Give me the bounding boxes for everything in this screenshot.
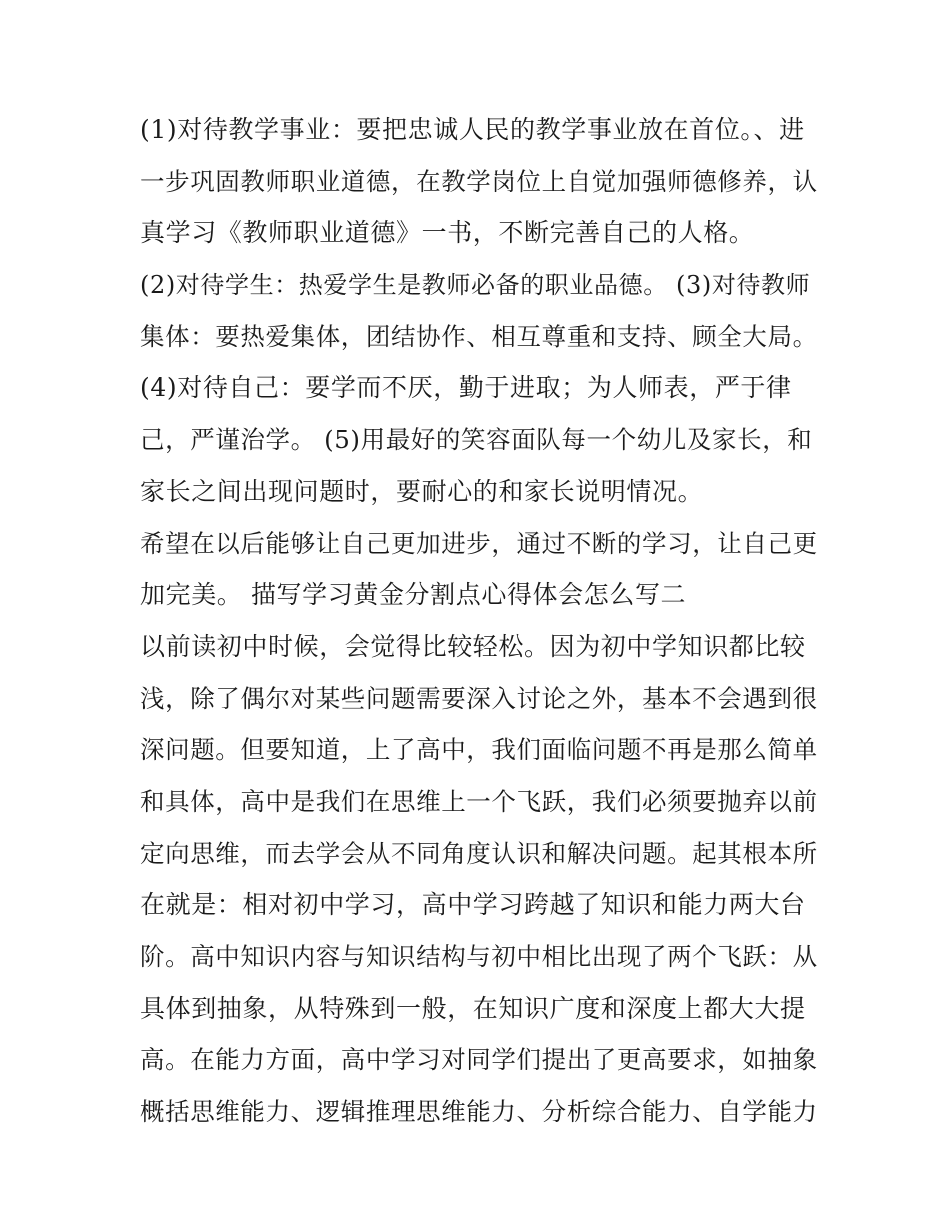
text-line: 己，严谨治学。 (5)用最好的笑容面队每一个幼儿及家长，和	[140, 425, 813, 455]
document-body	[140, 110, 820, 1144]
text-line: 定向思维，而去学会从不同角度认识和解决问题。起其根本所	[140, 838, 818, 868]
text-line: 集体：要热爱集体，团结协作、相互尊重和支持、顾全大局。	[140, 321, 818, 351]
text-line: 具体到抽象，从特殊到一般，在知识广度和深度上都大大提	[140, 993, 806, 1023]
text-line: 概括思维能力、逻辑推理思维能力、分析综合能力、自学能力	[140, 1097, 818, 1127]
text-line: 深问题。但要知道，上了高中，我们面临问题不再是那么简单	[140, 735, 818, 765]
text-line: (4)对待自己：要学而不厌，勤于进取；为人师表，严于律	[140, 373, 792, 403]
text-line: 加完美。 描写学习黄金分割点心得体会怎么写二	[140, 580, 687, 610]
text-line: 家长之间出现问题时，要耐心的和家长说明情况。	[140, 476, 704, 506]
text-line: 高。在能力方面，高中学习对同学们提出了更高要求，如抽象	[140, 1045, 818, 1075]
text-line: (2)对待学生：热爱学生是教师必备的职业品德。 (3)对待教师	[140, 271, 811, 300]
text-line: 希望在以后能够让自己更加进步，通过不断的学习，让自己更	[140, 528, 818, 558]
text-line: 以前读初中时候，会觉得比较轻松。因为初中学知识都比较	[140, 631, 806, 661]
text-line: 和具体，高中是我们在思维上一个飞跃，我们必须要抛弃以前	[140, 786, 818, 816]
text-line: 在就是：相对初中学习，高中学习跨越了知识和能力两大台	[140, 890, 806, 920]
text-line: 真学习《教师职业道德》一书，不断完善自己的人格。	[140, 218, 755, 248]
text-line: 阶。高中知识内容与知识结构与初中相比出现了两个飞跃：从	[140, 942, 818, 971]
text-line: 一步巩固教师职业道德，在教学岗位上自觉加强师德修养，认	[140, 166, 818, 196]
text-line: (1)对待教学事业：要把忠诚人民的教学事业放在首位。、进	[140, 115, 805, 144]
text-line: 浅，除了偶尔对某些问题需要深入讨论之外，基本不会遇到很	[140, 683, 818, 713]
